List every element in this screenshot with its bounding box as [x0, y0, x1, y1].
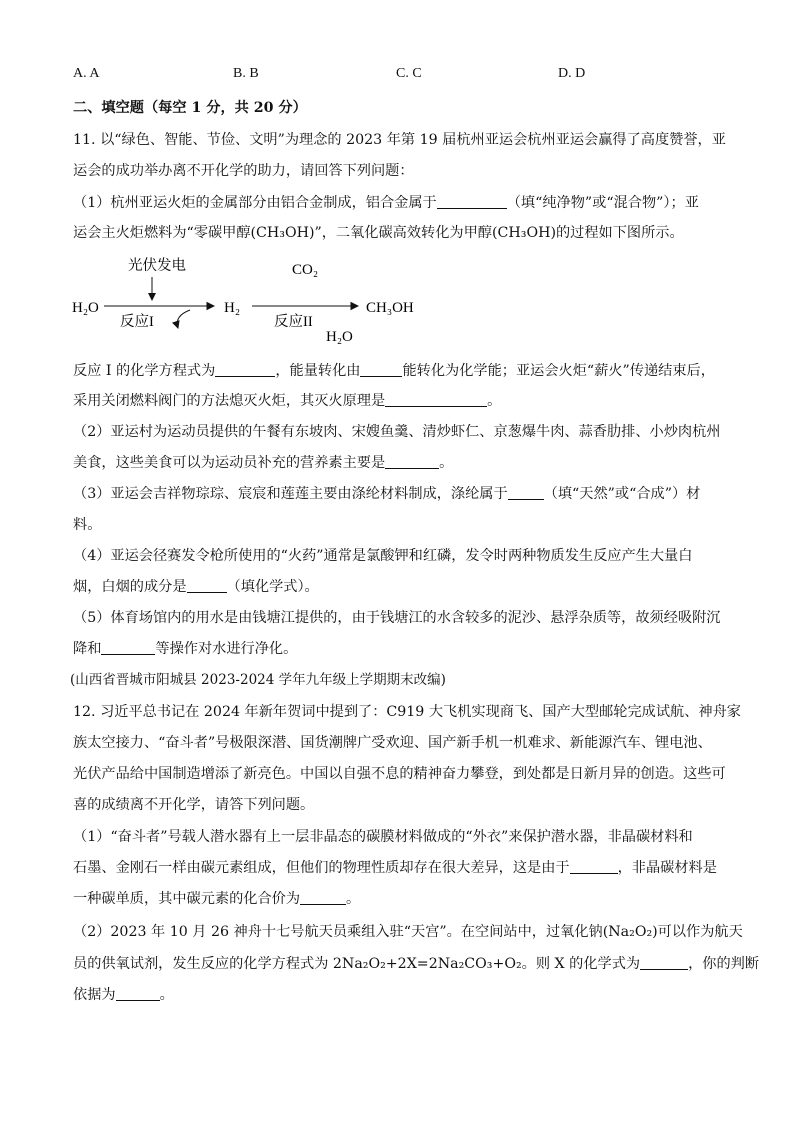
q11-part3-line-1 [73, 484, 700, 504]
answer-blank[interactable] [385, 392, 487, 407]
q11-part2-text-b: 美食，这些美食可以为运动员补充的营养素主要是 [73, 455, 386, 471]
h2-label: H₂ [224, 300, 241, 316]
q11-part5-text-b: 降和 [73, 641, 102, 657]
q11-part4-text-b: 烟，白烟的成分是 [73, 579, 187, 595]
answer-blank[interactable] [640, 955, 688, 970]
section-title: 二、填空题（每空 1 分，共 20 分） [73, 100, 307, 116]
q12-intro-line-4: 喜的成绩离不开化学，请答下列问题。 [73, 797, 315, 813]
h2o-output-label: H₂O [326, 329, 353, 345]
q12-intro-line-3: 光伏产品给中国制造增添了新亮色。中国以自强不息的精神奋力攀登，到处都是日新月异的创造。这些可 [73, 766, 726, 782]
q12-part1-line-3 [73, 889, 360, 909]
q11-part1-line-1 [73, 193, 699, 213]
reaction1-label: 反应I [120, 314, 154, 330]
q12-part2-line-1: （2）2023 年 10 月 26 神舟十七号航天员乘组入驻“天宫”。在空间站中，过氧化钠(Na₂O₂)可以作为航天 [73, 924, 743, 940]
q11-source: (山西省晋城市阳城县 2023-2024 学年九年级上学期期末改编) [70, 672, 446, 688]
option-c: C. C [396, 66, 422, 81]
co2-label: CO₂ [292, 262, 319, 278]
q11-intro-line-2: 运会的成功举办离不开化学的助力，请回答下列问题： [73, 163, 414, 179]
answer-blank[interactable] [437, 194, 507, 209]
answer-blank[interactable] [215, 362, 275, 377]
q12-part1-text-e: 。 [346, 891, 361, 907]
q11-part1-line-4 [73, 391, 501, 411]
q11-part1-text-d-b: ，能量转化由 [275, 363, 361, 379]
answer-blank[interactable] [101, 640, 155, 655]
reaction-diagram [66, 250, 436, 350]
q12-part1-text-b: 石墨、金刚石一样由碳元素组成，但他们的物理性质却存在很大差异，这是由于 [73, 860, 570, 876]
h2o-label: H₂O [72, 300, 99, 316]
option-d: D. D [558, 66, 586, 81]
q11-part4-text-c: （填化学式）。 [226, 579, 319, 595]
ch3oh-label: CH₃OH [366, 300, 414, 316]
byproduct-curved-arrow [177, 310, 190, 328]
q11-intro-line-1: 11. 以“绿色、智能、节俭、文明”为理念的 2023 年第 19 届杭州亚运会杭州亚运会赢得了高度赞誉，亚 [73, 132, 726, 148]
q11-part1-line-2: 运会主火炬燃料为“零碳甲醇(CH₃OH)”，二氧化碳高效转化为甲醇(CH₃OH)的过程如下图所示。 [73, 225, 684, 241]
q11-part5-line-1: （5）体育场馆内的用水是由钱塘江提供的，由于钱塘江的水含较多的泥沙、悬浮杂质等，故须经吸附沉 [73, 610, 721, 626]
option-a: A. A [73, 66, 100, 81]
q12-part1-text-d: 一种碳单质，其中碳元素的化合价为 [73, 891, 301, 907]
q11-part4-line-1: （4）亚运会径赛发令枪所使用的“火药”通常是氯酸钾和红磷，发令时两种物质发生反应产生大量白 [73, 548, 693, 564]
q11-part1-text-e-b: 。 [487, 393, 502, 409]
energy-label: 光伏发电 [128, 258, 186, 274]
q12-part2-text-c: ，你的判断 [688, 956, 760, 972]
answer-blank[interactable] [385, 454, 439, 469]
q11-part1-line-3 [73, 361, 715, 381]
q11-part1-text-b: （填“纯净物”或“混合物”）；亚 [506, 195, 699, 211]
q11-part1-text-d-c: 能转化为化学能；亚运会火炬“薪火”传递结束后， [402, 363, 715, 379]
q11-part1-text-e-a: 采用关闭燃料阀门的方法熄灭火炬，其灭火原理是 [73, 393, 386, 409]
q12-part2-text-d: 依据为 [73, 987, 116, 1003]
q11-part5-text-c: 等操作对水进行净化。 [155, 641, 298, 657]
answer-blank[interactable] [116, 986, 160, 1001]
reaction2-label: 反应II [274, 314, 313, 330]
q12-part2-text-b: 员的供氧试剂，发生反应的化学方程式为 2Na₂O₂+2X=2Na₂CO₃+O₂。则 X 的化学式为 [73, 956, 641, 972]
q12-part2-text-e: 。 [159, 987, 174, 1003]
q11-part2-line-2 [73, 453, 453, 473]
q11-part5-line-2 [73, 639, 297, 659]
answer-blank[interactable] [508, 485, 544, 500]
q11-part1-text-a: （1）杭州亚运火炬的金属部分由铝合金制成，铝合金属于 [73, 195, 437, 211]
q11-part2-text-c: 。 [439, 455, 454, 471]
q11-part3-line-2: 料。 [73, 517, 102, 533]
q12-part1-line-2 [73, 858, 717, 878]
answer-blank[interactable] [360, 362, 402, 377]
q11-part3-text-b: （填“天然”或“合成”）材 [543, 486, 701, 502]
q12-part2-line-2 [73, 954, 759, 974]
q11-part2-line-1: （2）亚运村为运动员提供的午餐有东坡肉、宋嫂鱼羹、清炒虾仁、京葱爆牛肉、蒜香肋排、小炒肉杭州 [73, 424, 721, 440]
q12-intro-line-2: 族太空接力、“奋斗者”号极限深潜、国货潮牌广受欢迎、国产新手机一机难求、新能源汽车、锂电池、 [73, 735, 712, 751]
q12-part2-line-3 [73, 985, 174, 1005]
answer-blank[interactable] [300, 890, 346, 905]
q12-part1-text-c: ，非晶碳材料是 [617, 860, 717, 876]
q12-part1-line-1: （1）“奋斗者”号载人潜水器有上一层非晶态的碳膜材料做成的“外衣”来保护潜水器，非晶碳材料和 [73, 829, 693, 845]
option-b: B. B [233, 66, 259, 81]
answer-blank[interactable] [570, 859, 618, 874]
answer-blank[interactable] [187, 578, 227, 593]
q11-part3-text-a: （3）亚运会吉祥物琮琮、宸宸和莲莲主要由涤纶材料制成，涤纶属于 [73, 486, 508, 502]
q11-part4-line-2 [73, 577, 319, 597]
q11-part1-text-d-a: 反应 I 的化学方程式为 [73, 363, 216, 379]
q12-intro-line-1: 12. 习近平总书记在 2024 年新年贺词中提到了：C919 大飞机实现商飞、国产大型邮轮完成试航、神舟家 [73, 704, 741, 720]
